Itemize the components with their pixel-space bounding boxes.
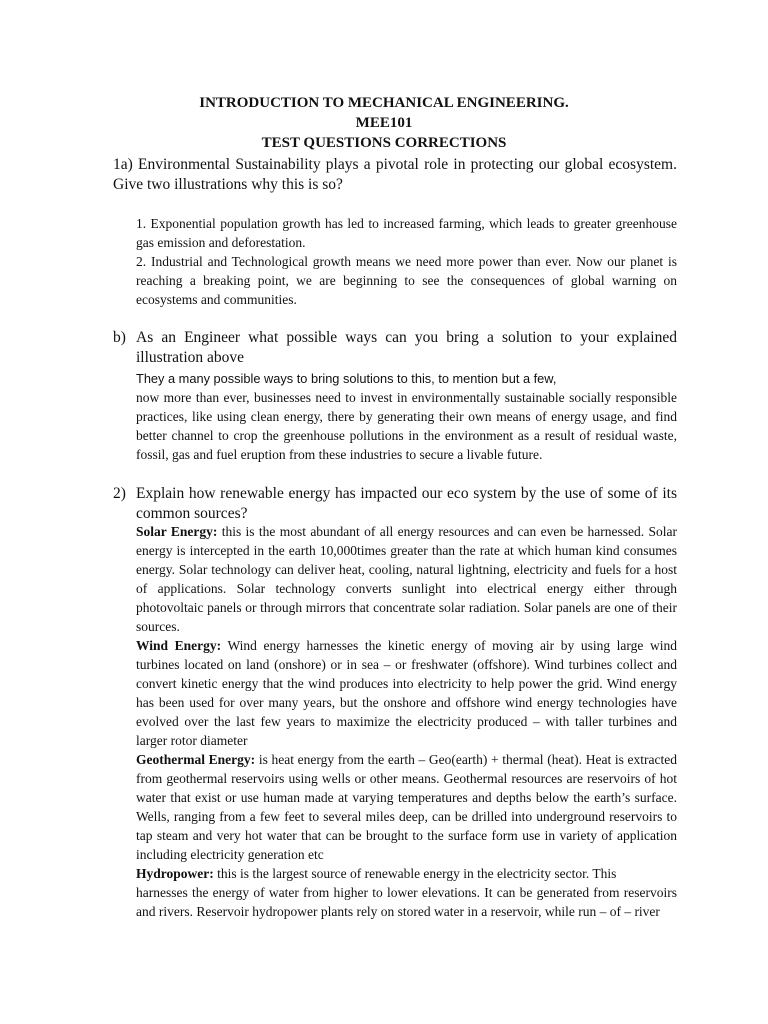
- geothermal-energy-paragraph: [136, 750, 677, 864]
- geothermal-energy-heading: Geothermal Energy:: [136, 752, 256, 767]
- document-title: INTRODUCTION TO MECHANICAL ENGINEERING.: [199, 95, 569, 111]
- question-1b: As an Engineer what possible ways can you bring a solution to your explained illustration above: [136, 329, 677, 366]
- answer-1a-item-2: 2. Industrial and Technological growth means we need more power than ever. Now our planet is reaching a breaking point, we are beginning to see the consequences of global warning on ecosystems and communities.: [136, 254, 677, 307]
- hydropower-continuation: harnesses the energy of water from higher to lower elevations. It can be generated from reservoirs and rivers. Reservoir hydropower plants rely on stored water in a reservoir, while run – of – river: [136, 885, 677, 919]
- solar-energy-paragraph: [136, 522, 677, 636]
- question-2: Explain how renewable energy has impacted our eco system by the use of some of its common sources?: [136, 485, 677, 522]
- hydropower-heading: Hydropower:: [136, 866, 214, 881]
- wind-energy-heading: Wind Energy:: [136, 638, 222, 653]
- solar-energy-heading: Solar Energy:: [136, 524, 218, 539]
- hydropower-text-line-1: this is the largest source of renewable energy in the electricity sector. This: [217, 866, 617, 881]
- question-1b-label: b): [113, 329, 126, 346]
- answer-1a-item-1: 1. Exponential population growth has led to increased farming, which leads to greater greenhouse gas emission and deforestation.: [136, 216, 677, 250]
- question-1a: 1a) Environmental Sustainability plays a pivotal role in protecting our global ecosystem. Give two illustrations why this is so?: [113, 156, 677, 193]
- wind-energy-paragraph: [136, 636, 677, 750]
- wind-energy-text: Wind energy harnesses the kinetic energy of moving air by using large wind turbines located on land (onshore) or in sea – or freshwater (offshore). Wind turbines collect and convert kinetic energy that the wind produces into electricity to help power the grid. Wind energy has been used for over many years, but the onshore and offshore wind energy technologies have evolved over the last few years to maximize the electricity produced – with taller turbines and larger rotor diameter: [136, 638, 677, 748]
- document-subtitle: TEST QUESTIONS CORRECTIONS: [261, 135, 507, 151]
- geothermal-energy-text: is heat energy from the earth – Geo(earth) + thermal (heat). Heat is extracted from geothermal reservoirs using wells or other means. Geothermal resources are reservoirs of hot water that exist or use human made at varying temperatures and depths below the earth’s surface. Wells, ranging from a few feet to several miles deep, can be drilled into underground reservoirs to tap steam and very hot water that can be brought to the surface form use in variety of application including electricity generation etc: [136, 752, 678, 862]
- hydropower-paragraph: [136, 864, 677, 883]
- answer-1b-intro: They a many possible ways to bring solutions to this, to mention but a few,: [136, 371, 557, 386]
- course-code: MEE101: [355, 115, 413, 131]
- question-2-label: 2): [113, 485, 126, 502]
- solar-energy-text: this is the most abundant of all energy resources and can even be harnessed. Solar energy is intercepted in the earth 10,000times greater than the rate at which human kind consumes energy. Solar technology can deliver heat, cooling, natural lightning, electricity and fuels for a host of applications. Solar technology converts sunlight into electrical energy either through photovoltaic panels or through mirrors that concentrate solar radiation. Solar panels are one of their sources.: [136, 524, 677, 634]
- answer-1b: now more than ever, businesses need to invest in environmentally sustainable socially responsible practices, like using clean energy, there by generating their own means of energy usage, and find better channel to crop the greenhouse pollutions in the environment as a result of residual waste, fossil, gas and fuel eruption from these industries to secure a livable future.: [136, 390, 677, 462]
